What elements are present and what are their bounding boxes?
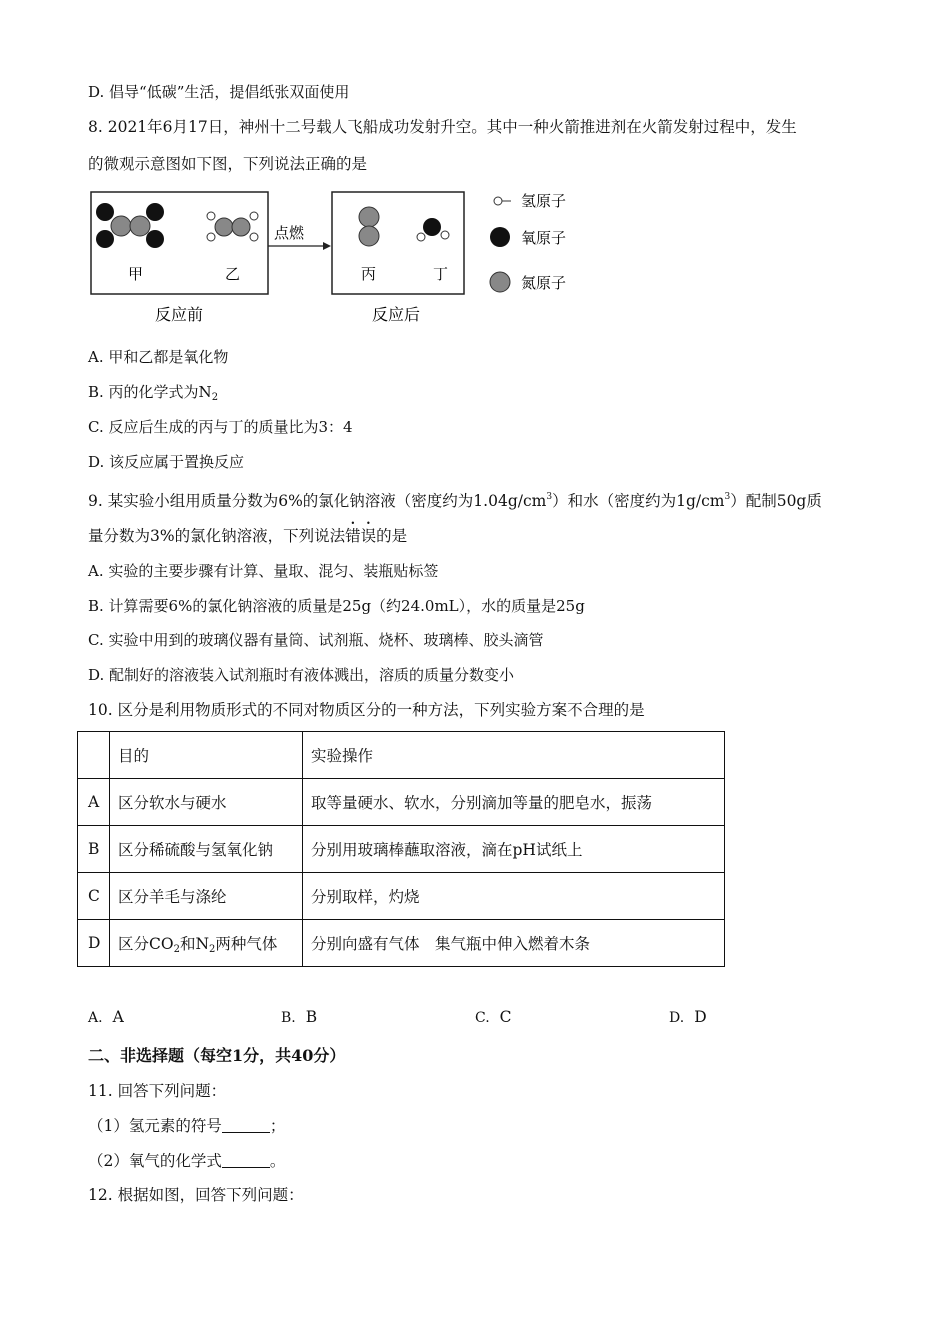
q8-stem-line1: 8. 2021年6月17日，神州十二号载人飞船成功发射升空。其中一种火箭推进剂在火箭发射过程中，发生 bbox=[88, 118, 797, 136]
table-row bbox=[78, 920, 725, 967]
label-bing: 丙 bbox=[361, 265, 377, 283]
label-ding: 丁 bbox=[433, 265, 449, 283]
after-caption: 反应后 bbox=[372, 305, 421, 324]
answer-option-d[interactable]: D. D bbox=[669, 1008, 707, 1026]
q8-option-d: D. 该反应属于置换反应 bbox=[88, 453, 245, 471]
table-row bbox=[78, 779, 725, 826]
answer-option-c[interactable]: C. C bbox=[475, 1008, 512, 1026]
legend-oxygen-marker bbox=[490, 227, 510, 247]
table-header-row bbox=[78, 732, 725, 779]
row-purpose: 区分$CO_2$和$N_2$两种气体 bbox=[110, 920, 303, 967]
legend bbox=[490, 192, 566, 292]
table-header-cell: 目的 bbox=[110, 732, 303, 779]
row-operation: 取等量硬水、软水，分别滴加等量的肥皂水，振荡 bbox=[303, 779, 725, 826]
legend-nitrogen-marker bbox=[490, 272, 510, 292]
answer-option-a[interactable]: A. A bbox=[88, 1008, 124, 1026]
row-operation: 分别用玻璃棒蘸取溶液，滴在pH试纸上 bbox=[303, 826, 725, 873]
label-yi: 乙 bbox=[225, 265, 241, 283]
row-operation: 分别取样，灼烧 bbox=[303, 873, 725, 920]
table-header-cell bbox=[78, 732, 110, 779]
answer-blank[interactable] bbox=[222, 1118, 270, 1133]
reaction-diagram bbox=[88, 182, 608, 332]
molecule-jia bbox=[96, 203, 164, 248]
row-purpose: 区分羊毛与涤纶 bbox=[110, 873, 303, 920]
q7-option-d: D. 倡导“低碳”生活，提倡纸张双面使用 bbox=[88, 83, 350, 101]
q11-part1: （1）氢元素的符号 ； bbox=[88, 1117, 286, 1135]
q9-stem-line2: 量分数为3%的氯化钠溶液，下列说法错误的是 bbox=[88, 527, 408, 545]
emphasis-char: 误 bbox=[360, 527, 377, 545]
row-operation: 分别向盛有气体 集气瓶中伸入燃着木条 bbox=[303, 920, 725, 967]
legend-hydrogen-marker bbox=[494, 197, 502, 205]
row-label: D bbox=[78, 920, 110, 967]
molecule-bing bbox=[359, 207, 379, 246]
q9-option-a: A. 实验的主要步骤有计算、量取、混匀、装瓶贴标签 bbox=[88, 562, 439, 580]
table-header-cell: 实验操作 bbox=[303, 732, 725, 779]
molecule-yi bbox=[207, 212, 258, 241]
answer-option-b[interactable]: B. B bbox=[281, 1008, 318, 1026]
arrow-label: 点燃 bbox=[274, 224, 305, 242]
q11-part2: （2）氧气的化学式 。 bbox=[88, 1152, 286, 1170]
row-label: C bbox=[78, 873, 110, 920]
row-purpose: 区分稀硫酸与氢氧化钠 bbox=[110, 826, 303, 873]
q8-option-b: B. 丙的化学式为$N_2$ bbox=[88, 383, 219, 403]
table-row bbox=[78, 826, 725, 873]
q12-stem: 12. 根据如图，回答下列问题： bbox=[88, 1186, 304, 1204]
q9-option-b: B. 计算需要6%的氯化钠溶液的质量是25g（约24.0mL），水的质量是25g bbox=[88, 597, 585, 615]
q9-option-d: D. 配制好的溶液装入试剂瓶时有液体溅出，溶质的质量分数变小 bbox=[88, 666, 515, 684]
q10-stem: 10. 区分是利用物质形式的不同对物质区分的一种方法，下列实验方案不合理的是 bbox=[88, 701, 645, 719]
q11-stem: 11. 回答下列问题： bbox=[88, 1082, 227, 1100]
row-label: B bbox=[78, 826, 110, 873]
legend-hydrogen: 氢原子 bbox=[521, 192, 567, 210]
label-jia: 甲 bbox=[128, 265, 144, 283]
before-box bbox=[91, 192, 268, 294]
row-label: A bbox=[78, 779, 110, 826]
q9-stem-line1: 9. 某实验小组用质量分数为6%的氯化钠溶液（密度约为$1.04g/cm^3$）和水（密度约为$1g/cm^3$）配制50g质 bbox=[88, 492, 822, 510]
molecule-ding bbox=[417, 218, 449, 241]
q9-option-c: C. 实验中用到的玻璃仪器有量筒、试剂瓶、烧杯、玻璃棒、胶头滴管 bbox=[88, 631, 544, 649]
emphasis-char: 错 bbox=[345, 527, 361, 545]
legend-oxygen: 氧原子 bbox=[521, 229, 567, 247]
row-purpose: 区分软水与硬水 bbox=[110, 779, 303, 826]
section-title: 二、非选择题（每空1分，共40分） bbox=[88, 1046, 346, 1065]
q10-table bbox=[77, 731, 725, 967]
legend-nitrogen: 氮原子 bbox=[521, 274, 567, 292]
table-row bbox=[78, 873, 725, 920]
answer-blank[interactable] bbox=[222, 1153, 270, 1168]
q8-stem-line2: 的微观示意图如下图，下列说法正确的是 bbox=[88, 155, 368, 173]
before-caption: 反应前 bbox=[155, 305, 204, 324]
q8-option-c: C. 反应后生成的丙与丁的质量比为3：4 bbox=[88, 418, 353, 436]
q8-option-a: A. 甲和乙都是氧化物 bbox=[88, 348, 229, 366]
